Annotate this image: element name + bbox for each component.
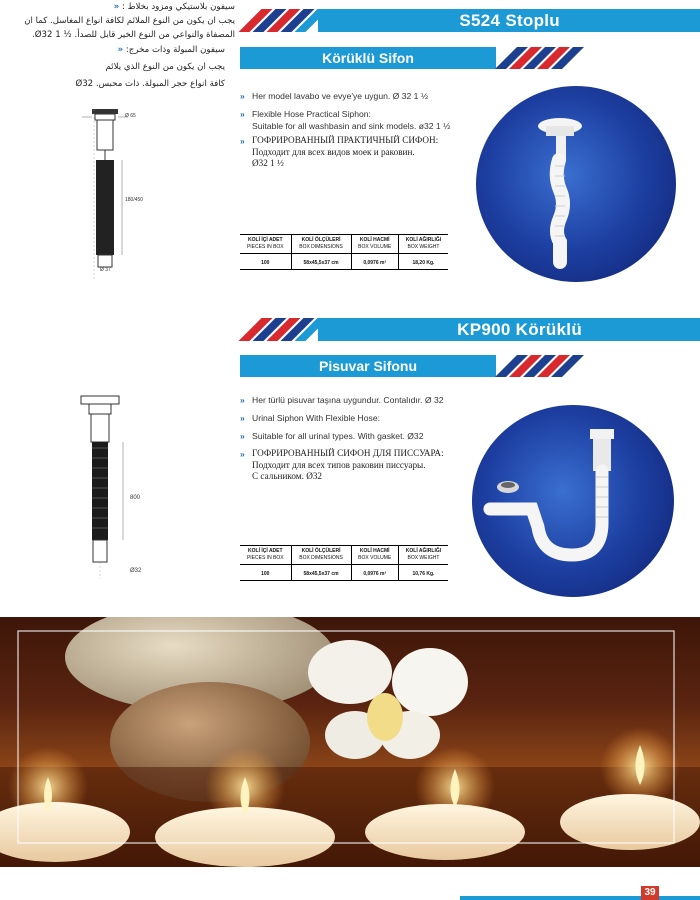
subtitle-stripes-2 xyxy=(494,355,584,377)
feature-text-russian: ГОФРИРОВАННЫЙ ПРАКТИЧНЫЙ СИФОН: xyxy=(252,135,439,145)
dimension-label: Ø32 xyxy=(130,568,142,574)
table-header: KOLİ HACMİ BOX VOLUME xyxy=(351,546,398,565)
feature-text-russian: С сальником. Ø32 xyxy=(252,471,323,481)
table-cell: 100 xyxy=(240,565,291,581)
product-title: S524 Stoplu xyxy=(459,11,560,30)
table-cell: 18,20 Kg. xyxy=(398,254,448,270)
feature-text: Her model lavabo ve evye'ye uygun. Ø 32 1 ½ xyxy=(252,91,429,101)
table-cell: 58x45,5x37 cm xyxy=(291,254,351,270)
feature-text: Suitable for all washbasin and sink models. ø32 1 ½ xyxy=(252,121,451,131)
product-photo-2 xyxy=(472,405,674,597)
feature-text-russian: Ø32 1 ½ xyxy=(252,158,284,168)
feature-text-russian: ГОФРИРОВАННЫЙ СИФОН ДЛЯ ПИССУАРА: xyxy=(252,448,444,458)
product-photo-1 xyxy=(476,86,676,282)
product-description-2: » Her türlü pisuvar taşına uygundur. Contalıdır. Ø 32 » Urinal Siphon With Flexible Hose: » Suitable for all urinal types. With gasket. Ø32 » ГОФРИРОВАННЫЙ СИФОН ДЛЯ ПИССУАРА: Подходит для всех типов раковин писсуары. С сальником. Ø32 xyxy=(240,395,444,481)
product-title: KP900 Körüklü xyxy=(457,320,582,339)
product-subtitle-bar-2 xyxy=(240,355,496,377)
dimension-label: 180/450 xyxy=(125,197,144,203)
spa-candles-photo xyxy=(0,617,700,867)
feature-text-arabic-1: سيفون بلاستيكي ومزود بخلاط : « يجب ان يكون من النوع الملائم لكافة انواع المغاسل. كما ان المصفاة والنواعي من النوع الخير قابل للصدأ. ½ 1 Ø32. xyxy=(0,0,235,42)
packaging-table-2 xyxy=(240,545,448,581)
orchid-flower xyxy=(308,640,468,759)
feature-text: Her türlü pisuvar taşına uygundur. Contalıdır. Ø 32 xyxy=(252,395,444,405)
table-header: KOLİ ÖLÇÜLERİ BOX DIMENSIONS xyxy=(291,546,351,565)
table-header: KOLİ ÖLÇÜLERİ BOX DIMENSIONS xyxy=(291,235,351,254)
table-header: KOLİ İÇİ ADET PIECES IN BOX xyxy=(240,546,291,565)
table-cell: 58x45,5x37 cm xyxy=(291,565,351,581)
urinal-siphon-technical-drawing xyxy=(75,393,155,583)
product-subtitle: Körüklü Sifon xyxy=(322,50,414,66)
table-cell: 100 xyxy=(240,254,291,270)
page-number: 39 xyxy=(641,886,659,900)
table-header: KOLİ AĞIRLIĞI BOX WEIGHT xyxy=(398,546,448,565)
footer-accent-line xyxy=(460,896,700,900)
product-subtitle: Pisuvar Sifonu xyxy=(318,358,418,374)
feature-text: Urinal Siphon With Flexible Hose: xyxy=(252,413,381,423)
table-cell: 0,0976 m³ xyxy=(351,254,398,270)
dimension-label: Ø 37 xyxy=(100,267,111,273)
table-cell: 10,76 Kg. xyxy=(398,565,448,581)
product-subtitle-bar-1 xyxy=(240,47,496,69)
arabic-line: سيفون بلاستيكي ومزود بخلاط : xyxy=(121,2,235,12)
header-stripes-1 xyxy=(240,9,320,32)
feature-text: Flexible Hose Practical Siphon: xyxy=(252,109,371,119)
arabic-line: سيفون المبولة وذات مخرج: xyxy=(125,45,225,55)
arabic-line: كافة انواع حجر المبولة. ذات محبس. Ø32 xyxy=(75,79,225,89)
feature-text: Suitable for all urinal types. With gasket. Ø32 xyxy=(252,431,424,441)
table-header: KOLİ HACMİ BOX VOLUME xyxy=(351,235,398,254)
product-title-bar-1 xyxy=(318,9,700,32)
product-description-1: » Her model lavabo ve evye'ye uygun. Ø 32 1 ½ » Flexible Hose Practical Siphon: Suitable for all washbasin and sink models. ø32 1 ½ » ГОФРИРОВАННЫЙ ПРАКТИЧНЫЙ СИФОН: Подходит для всех видов моек и раковин. Ø32 1 ½ xyxy=(240,91,451,168)
feature-text-arabic-2: سيفون المبولة وذات مخرج: « يجب ان يكون من النوع الذي يلائم كافة انواع حجر المبولة. ذات محبس. Ø32 xyxy=(0,42,225,93)
packaging-table-1 xyxy=(240,234,448,270)
arabic-line: يجب ان يكون من النوع الذي يلائم xyxy=(105,62,225,72)
table-cell: 0,0976 m³ xyxy=(351,565,398,581)
feature-text-russian: Подходит для всех видов моек и раковин. xyxy=(252,147,415,157)
product-title-bar-2 xyxy=(318,318,700,341)
dimension-label: 800 xyxy=(130,495,141,501)
dimension-label: Ø 65 xyxy=(125,113,136,119)
feature-text-russian: Подходит для всех типов раковин писсуары. xyxy=(252,460,426,470)
arabic-line: يجب ان يكون من النوع الملائم لكافة انواع المغاسل. كما ان xyxy=(24,16,235,26)
header-stripes-2 xyxy=(240,318,320,341)
subtitle-stripes-1 xyxy=(494,47,584,69)
siphon-technical-drawing xyxy=(70,105,170,285)
arabic-line: المصفاة والنواعي من النوع الخير قابل للصدأ. ½ 1 Ø32. xyxy=(32,30,235,40)
table-header: KOLİ AĞIRLIĞI BOX WEIGHT xyxy=(398,235,448,254)
table-header: KOLİ İÇİ ADET PIECES IN BOX xyxy=(240,235,291,254)
